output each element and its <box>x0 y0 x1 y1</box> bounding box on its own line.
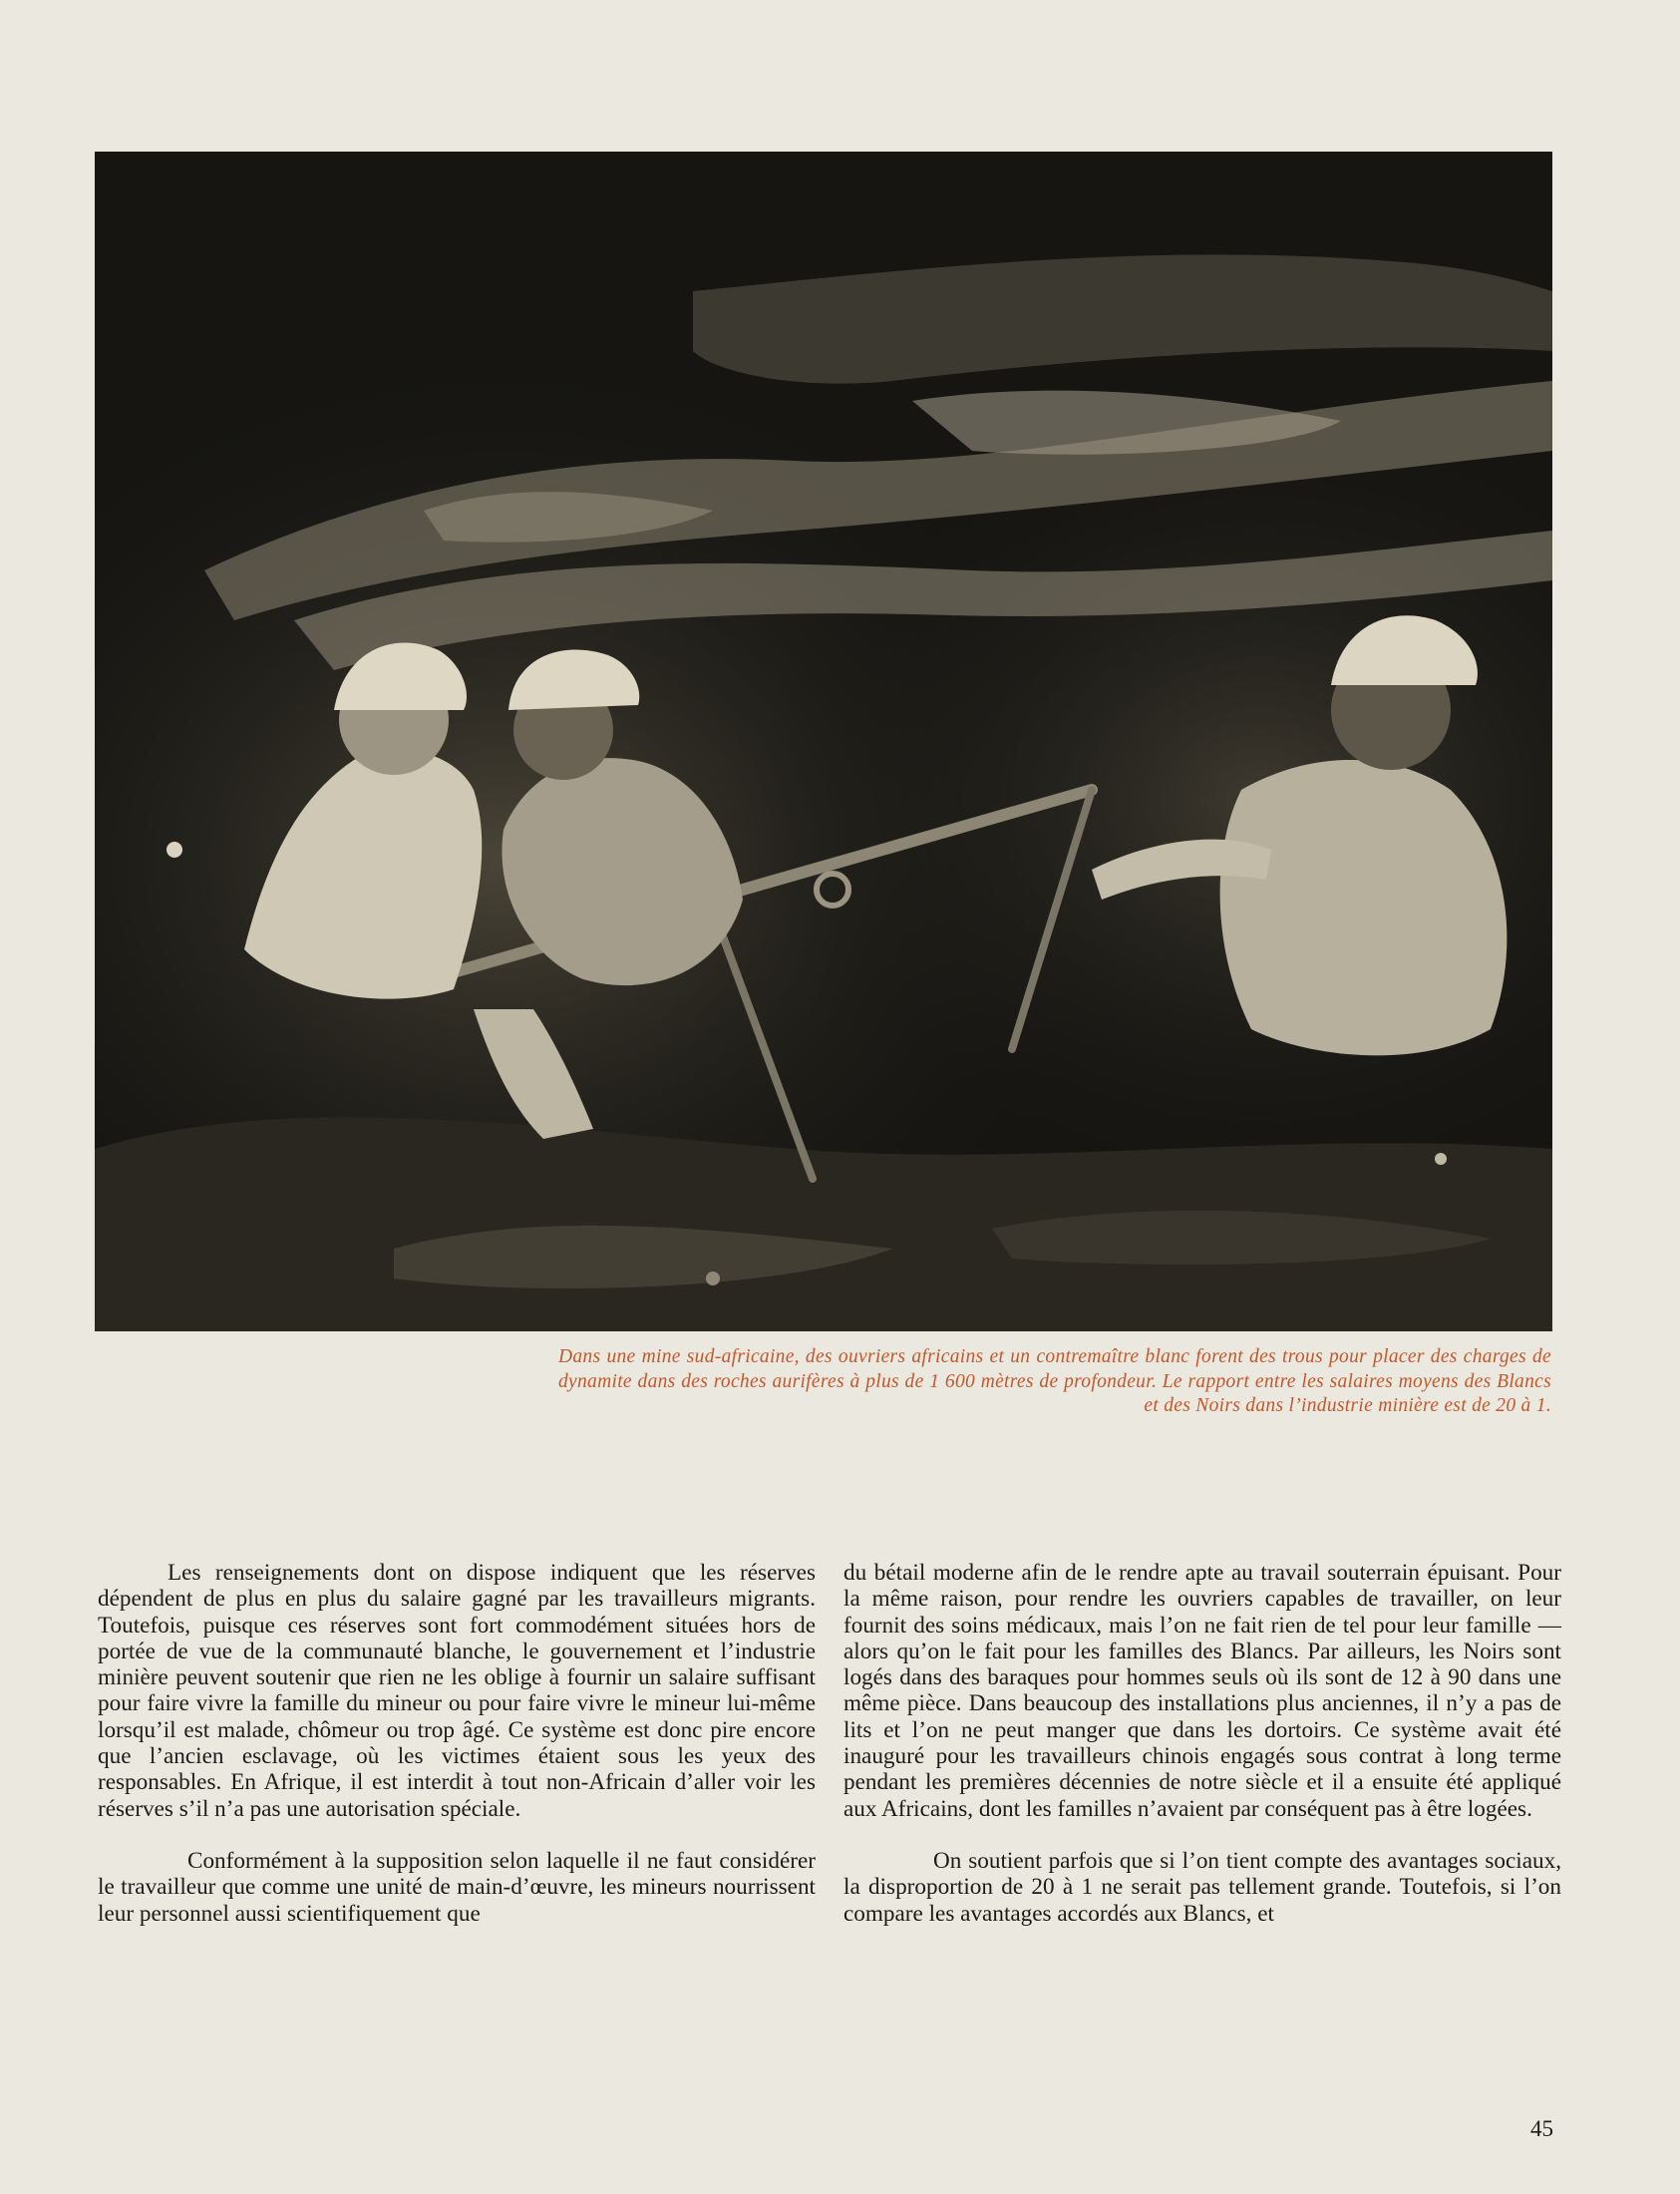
left-column <box>98 1560 816 1927</box>
mine-photograph <box>95 152 1552 1331</box>
right-paragraph-2: On soutient parfois que si l’on tient compte des avantages sociaux, la disproportion de 20 à 1 ne serait pas tellement grande. Toutefois, si l’on compare les avantages accordés aux Blancs, et <box>843 1847 1561 1927</box>
left-paragraph-2: Conformément à la supposition selon laquelle il ne faut considérer le travailleur que comme une unité de main-d’œuvre, les mineurs nourrissent leur personnel aussi scientifiquement que <box>98 1847 816 1927</box>
photo-caption: Dans une mine sud-africaine, des ouvriers africains et un contremaître blanc forent des trous pour placer des charges de dynamite dans des roches aurifères à plus de 1 600 mètres de profondeur. Le rapport entre les salaires moyens des Blancs et des Noirs dans l’industrie minière est de 20 à 1. <box>558 1346 1551 1416</box>
page-number: 45 <box>1530 2116 1553 2141</box>
left-paragraph-1: Les renseignements dont on dispose indiquent que les réserves dépendent de plus en plus du salaire gagné par les travailleurs migrants. Toutefois, puisque ces réserves sont fort commodément situées hors de portée de vue de la communauté blanche, le gouvernement et l’industrie minière peuvent soutenir que rien ne les oblige à fournir un salaire suffisant pour faire vivre la famille du mineur ou pour faire vivre le mineur lui-même lorsqu’il est malade, chômeur ou trop âgé. Ce système est donc pire encore que l’ancien esclavage, où les victimes étaient sous les yeux des responsables. En Afrique, il est interdit à tout non-Africain d’aller voir les réserves s’il n’a pas une autorisation spéciale. <box>98 1560 816 1822</box>
right-column <box>843 1560 1561 1927</box>
mine-photo-illustration <box>95 152 1552 1331</box>
right-paragraph-1: du bétail moderne afin de le rendre apte au travail souterrain épuisant. Pour la même raison, pour rendre les ouvriers capables de travailler, on leur fournit des soins médicaux, mais l’on ne fait rien de tel pour leur famille — alors qu’on le fait pour les familles des Blancs. Par ailleurs, les Noirs sont logés dans des baraques pour hommes seuls où ils sont de 12 à 90 dans une même pièce. Dans beaucoup des installations plus anciennes, il n’y a pas de lits et l’on ne peut manger que dans les dortoirs. Ce système avait été inauguré pour les travailleurs chinois engagés sous contrat à long terme pendant les premières décennies de notre siècle et il a ensuite été appliqué aux Africains, dont les familles n’avaient par conséquent pas à être logées. <box>843 1560 1561 1822</box>
